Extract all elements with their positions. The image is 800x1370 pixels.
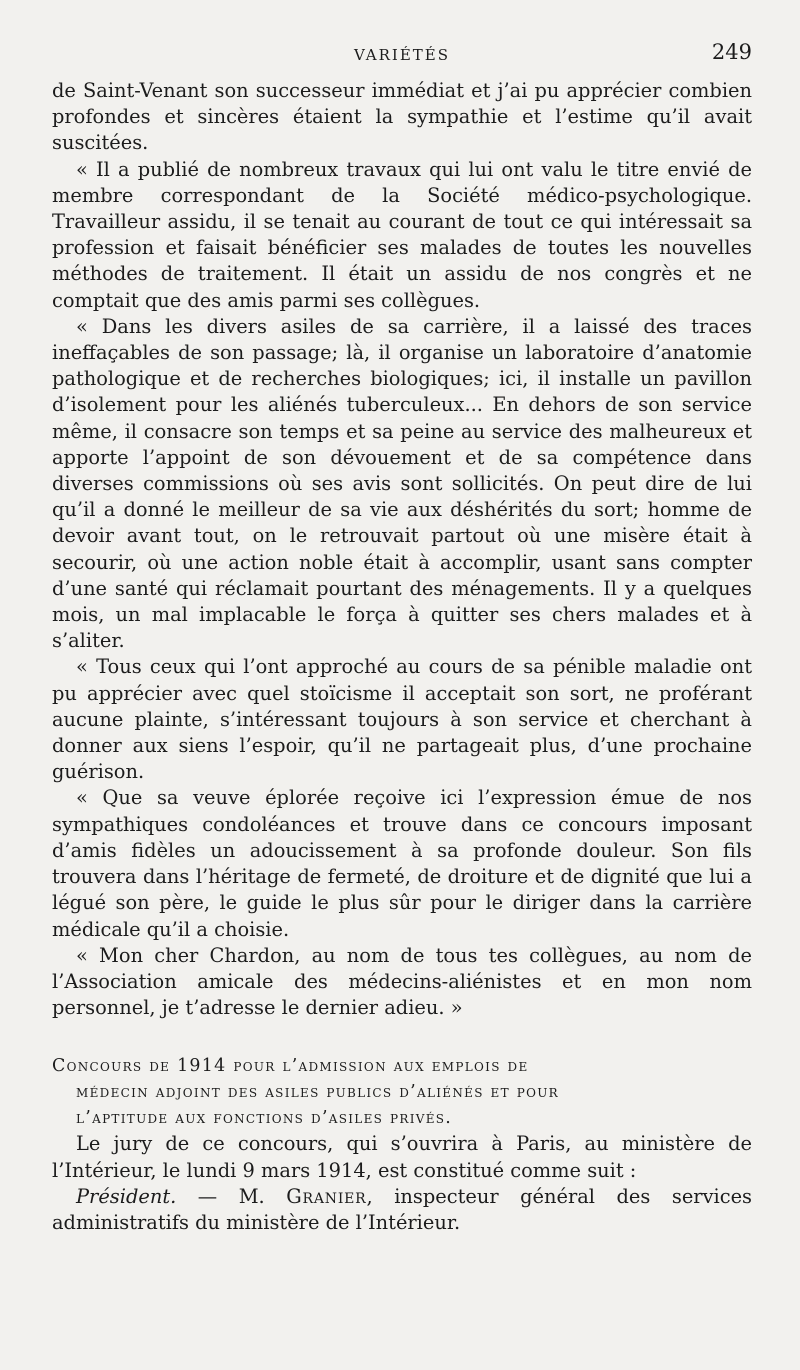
section-heading-continuation <box>52 1079 752 1131</box>
president-name: Granier <box>286 1184 367 1208</box>
section-heading-line: Concours de 1914 pour l’admission aux emplois de <box>52 1056 529 1077</box>
article-body <box>52 78 752 1236</box>
paragraph: « Il a publié de nombreux travaux qui lui ont valu le titre envié de membre correspondant de la Société médico-psychologique. Travailleur assidu, il se tenait au courant de tout ce qui intéressait sa profession et faisait bénéficier ses malades de toutes les nouvelles méthodes de traitement. Il était un assidu de nos congrès et ne comptait que des amis parmi ses collègues. <box>52 157 752 312</box>
paragraph-continuation: de Saint-Venant son successeur immédiat et j’ai pu apprécier combien profondes et sincères étaient la sympathie et l’estime qu’il avait suscitées. <box>52 79 752 155</box>
section-heading <box>52 1053 752 1131</box>
section-heading-line: médecin adjoint des asiles publics d’aliénés et pour <box>76 1082 559 1103</box>
page-number: 249 <box>711 40 752 64</box>
paragraph: « Que sa veuve éplorée reçoive ici l’expression émue de nos sympathiques condoléances et trouve dans ce concours imposant d’amis fidèles un adoucissement à sa profonde douleur. Son fils trouvera dans l’héritage de fermeté, de droiture et de dignité que lui a légué son père, le guide le plus sûr pour le diriger dans la carrière médicale qu’il a choisie. <box>52 786 752 941</box>
running-header <box>52 38 752 78</box>
section-heading-line: l’aptitude aux fonctions d’asiles privés. <box>76 1108 453 1129</box>
president-label: Président. <box>76 1184 177 1208</box>
president-description: , inspecteur général des services administratifs du ministère de l’Intérieur. <box>52 1184 753 1234</box>
section-intro: Le jury de ce concours, qui s’ouvrira à Paris, au ministère de l’Intérieur, le lundi 9 mars 1914, est constitué comme suit : <box>52 1132 752 1182</box>
president-dash: — M. <box>176 1184 287 1208</box>
paragraph: « Tous ceux qui l’ont approché au cours de sa pénible maladie ont pu apprécier avec quel stoïcisme il acceptait son sort, ne proférant aucune plainte, s’intéressant toujours à son service et cherchant à donner aux siens l’espoir, qu’il ne partageait plus, d’une prochaine guérison. <box>52 655 752 784</box>
jury-president <box>52 1184 752 1236</box>
paragraph: « Mon cher Chardon, au nom de tous tes collègues, au nom de l’Association amicale des médecins-aliénistes et en mon nom personnel, je t’adresse le dernier adieu. » <box>52 943 752 1020</box>
paragraph: « Dans les divers asiles de sa carrière, il a laissé des traces ineffaçables de son passage; là, il organise un laboratoire d’anatomie pathologique et de recherches biologiques; ici, il installe un pavillon d’isolement pour les aliénés tuberculeux... En dehors de son service même, il consacre son temps et sa peine au service des malheureux et apporte l’appoint de son dévouement et de sa compétence dans diverses commissions où ses avis sont sollicités. On peut dire de lui qu’il a donné le meilleur de sa vie aux déshérités du sort; homme de devoir avant tout, on le retrouvait partout où une misère était à secourir, où une action noble était à accomplir, usant sans compter d’une santé qui réclamait pourtant des ménagements. Il y a quelques mois, un mal implacable le força à quitter ses chers malades et à s’aliter. <box>52 314 752 653</box>
running-title: VARIÉTÉS <box>353 46 451 64</box>
